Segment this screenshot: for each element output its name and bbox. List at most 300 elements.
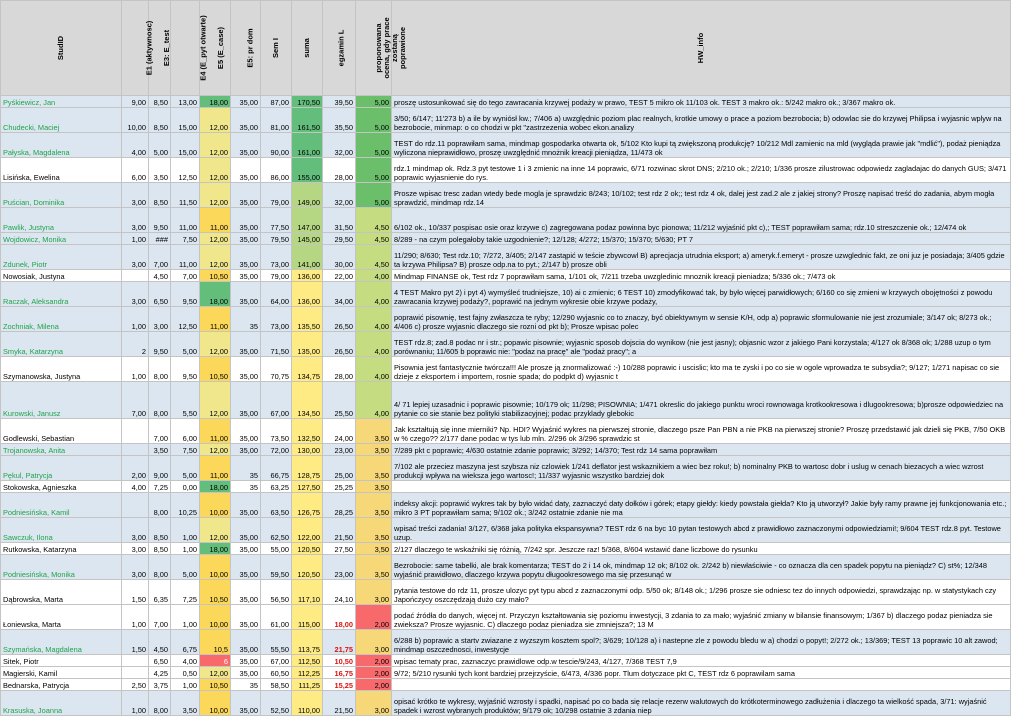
cell-egz[interactable]: 24,10 [323, 580, 356, 605]
header-studid[interactable]: StudID [1, 1, 122, 96]
cell-e4[interactable]: 5,00 [171, 332, 200, 357]
cell-egz[interactable]: 30,00 [323, 245, 356, 270]
cell-e1[interactable]: 2 [122, 332, 149, 357]
cell-hw-info[interactable]: TEST do rdz.11 poprawiłam sama, mindmap gospodarka otwarta ok, 5/102 Kto kupi tą zwiększoną produkcję? 10/212 Mdl zamienic na mld (wygląda prawie jak "mdlić"), podaż pieniądza wyliczona nieprawidłowo, proszę uwzględnić mnożnik kreacji pieniądza, 11/473 ok [392, 133, 1011, 158]
cell-e1[interactable]: 3,00 [122, 208, 149, 233]
cell-prd[interactable]: 35 [231, 307, 261, 332]
cell-hw-info[interactable]: 8/289 - na czym polegałoby takie uzgodnienie?; 12/128; 4/272; 15/370; 15/370; 5/630; PT 7 [392, 233, 1011, 245]
cell-suma[interactable]: 110,00 [292, 691, 323, 716]
cell-sem[interactable]: 56,50 [261, 580, 292, 605]
cell-sem[interactable]: 72,00 [261, 444, 292, 456]
cell-e1[interactable]: 4,00 [122, 133, 149, 158]
cell-egz[interactable]: 25,25 [323, 481, 356, 493]
cell-hw-info[interactable]: TEST rdz.8; zad.8 podac nr i str.; popawic pisownie; wyjasnic sposob dojscia do wynikow (nie jest jasny); objasnic wzor z jakiego Pani korzystala; 4/127 ok 8/368 ok; 1/288 uzup o tym porównaniu; 11/605 b poprawic nie: "podaz na pracę" ale "podaż pracy"; a [392, 332, 1011, 357]
cell-e5[interactable]: 12,00 [200, 382, 231, 419]
cell-prd[interactable]: 35,00 [231, 245, 261, 270]
cell-e5[interactable]: 6 [200, 655, 231, 667]
cell-e4[interactable]: 1,00 [171, 679, 200, 691]
cell-e5[interactable]: 12,00 [200, 667, 231, 679]
cell-prop[interactable]: 4,00 [356, 357, 392, 382]
header-egzamin[interactable]: egzamin L [323, 1, 356, 96]
cell-prop[interactable]: 4,00 [356, 332, 392, 357]
cell-e5[interactable]: 12,00 [200, 133, 231, 158]
cell-e3[interactable]: 8,50 [149, 96, 171, 108]
cell-e4[interactable]: 0,50 [171, 667, 200, 679]
cell-hw-info[interactable]: 6/102 ok., 10/337 pospisac osie oraz krzywe c) zagregowana podaz powinna byc pionowa; 11/212 wyjaśnić pkt c),; TEST poprawiłam sama; rdz.10 streszczenie ok.; 12/474 ok [392, 208, 1011, 233]
cell-hw-info[interactable]: 9/72; 5/210 rysunki tych kont bardziej przejrzyście, 6/473, 4/336 popr. Tlum dotyczace pkt C, TEST rdz 6 poprawilam sama [392, 667, 1011, 679]
cell-e1[interactable] [122, 493, 149, 518]
cell-sem[interactable]: 66,75 [261, 456, 292, 481]
cell-sem[interactable]: 71,50 [261, 332, 292, 357]
cell-hw-info[interactable]: 11/290; 8/630; Test rdz.10; 7/272, 3/405; 2/147 zastąpić w teście zbywcowl B) aprecjacja utrudnia eksport; a) ameryk.f.emeryt - prosze uzwglednic fakt, ze oni juz je posiadaja; 3/405 gdzie ta krzywa Philipsa? B) prosze odp.na to pyt.; 2/147 b) prosze obli [392, 245, 1011, 270]
cell-e4[interactable]: 3,50 [171, 691, 200, 716]
cell-prd[interactable]: 35 [231, 456, 261, 481]
cell-prop[interactable]: 4,50 [356, 233, 392, 245]
cell-sem[interactable]: 90,00 [261, 133, 292, 158]
cell-e4[interactable]: 9,50 [171, 357, 200, 382]
cell-egz[interactable]: 22,00 [323, 270, 356, 282]
cell-egz[interactable]: 21,75 [323, 630, 356, 655]
cell-student-name[interactable]: Trojanowska, Anita [1, 444, 122, 456]
cell-suma[interactable]: 141,00 [292, 245, 323, 270]
cell-e4[interactable]: 12,50 [171, 307, 200, 332]
cell-sem[interactable]: 67,00 [261, 382, 292, 419]
cell-student-name[interactable]: Nowosiak, Justyna [1, 270, 122, 282]
cell-prd[interactable]: 35,00 [231, 543, 261, 555]
header-e1[interactable]: E1 (aktywnosc) [122, 1, 149, 96]
cell-e3[interactable]: 9,50 [149, 332, 171, 357]
cell-e1[interactable] [122, 667, 149, 679]
header-suma[interactable]: suma [292, 1, 323, 96]
cell-prd[interactable]: 35,00 [231, 183, 261, 208]
cell-hw-info[interactable]: 2/127 dlaczego te wskaźniki się różnią, 7/242 spr. Jeszcze raz! 5/368, 8/604 wstawić dane liczbowe do rysunku [392, 543, 1011, 555]
cell-sem[interactable]: 63,25 [261, 481, 292, 493]
cell-sem[interactable]: 63,50 [261, 493, 292, 518]
cell-prd[interactable]: 35,00 [231, 382, 261, 419]
cell-suma[interactable]: 120,50 [292, 543, 323, 555]
cell-e3[interactable]: 3,50 [149, 158, 171, 183]
cell-egz[interactable]: 32,00 [323, 133, 356, 158]
cell-egz[interactable]: 23,00 [323, 555, 356, 580]
header-hw-info[interactable]: HW_info [392, 1, 1011, 96]
cell-e3[interactable]: ### [149, 233, 171, 245]
cell-suma[interactable]: 136,00 [292, 270, 323, 282]
cell-e4[interactable]: 9,50 [171, 282, 200, 307]
cell-e5[interactable]: 12,00 [200, 183, 231, 208]
cell-e1[interactable]: 2,50 [122, 679, 149, 691]
cell-prop[interactable]: 4,00 [356, 382, 392, 419]
cell-e4[interactable]: 7,00 [171, 270, 200, 282]
cell-suma[interactable]: 147,00 [292, 208, 323, 233]
cell-student-name[interactable]: Sawczuk, Ilona [1, 518, 122, 543]
header-e4[interactable]: E4 (E_pyt otwarte) [171, 1, 200, 96]
header-e3[interactable]: E3: E_test [149, 1, 171, 96]
cell-e5[interactable]: 10,50 [200, 580, 231, 605]
cell-sem[interactable]: 62,50 [261, 518, 292, 543]
cell-e3[interactable]: 8,00 [149, 691, 171, 716]
cell-hw-info[interactable]: opisać krótko te wykresy, wyjaśnić wzrosty i spadki, napisać po co bada się relacje rezerw walutowych do krótkoterminowego zadłużenia i dlaczego ta wielkość spada, 3/71: wyjaśnić spadek i wzrost wybranych produktów; 9/179 ok; 10/298 ostatnie 3 zdania niep [392, 691, 1011, 716]
cell-prop[interactable]: 5,00 [356, 108, 392, 133]
cell-e5[interactable]: 10,00 [200, 691, 231, 716]
cell-e1[interactable]: 3,00 [122, 245, 149, 270]
cell-egz[interactable]: 16,75 [323, 667, 356, 679]
cell-prd[interactable]: 35,00 [231, 357, 261, 382]
cell-suma[interactable]: 122,00 [292, 518, 323, 543]
cell-suma[interactable]: 134,75 [292, 357, 323, 382]
cell-egz[interactable]: 27,50 [323, 543, 356, 555]
cell-suma[interactable]: 113,75 [292, 630, 323, 655]
cell-egz[interactable]: 28,25 [323, 493, 356, 518]
cell-sem[interactable]: 60,50 [261, 667, 292, 679]
cell-e5[interactable]: 18,00 [200, 282, 231, 307]
cell-e5[interactable]: 10,50 [200, 679, 231, 691]
cell-sem[interactable]: 55,00 [261, 543, 292, 555]
cell-hw-info[interactable]: wpisac tematy prac, zaznaczyc prawidlowe odp.w tescie/9/243, 4/127, 7/368 TEST 7,9 [392, 655, 1011, 667]
cell-sem[interactable]: 61,00 [261, 605, 292, 630]
cell-prd[interactable]: 35,00 [231, 667, 261, 679]
cell-prd[interactable]: 35,00 [231, 580, 261, 605]
cell-prop[interactable]: 5,00 [356, 158, 392, 183]
cell-prd[interactable]: 35,00 [231, 691, 261, 716]
cell-e4[interactable]: 7,25 [171, 580, 200, 605]
cell-e4[interactable]: 5,50 [171, 382, 200, 419]
cell-prd[interactable]: 35,00 [231, 419, 261, 444]
cell-hw-info[interactable]: proszę ustosunkować się do tego zawracania krzywej podaży w prawo, TEST 5 mikro ok 11/103 ok. TEST 3 makro ok.: 5/242 makro ok.; 3/367 makro ok. [392, 96, 1011, 108]
cell-prd[interactable]: 35,00 [231, 233, 261, 245]
cell-student-name[interactable]: Podniesińska, Monika [1, 555, 122, 580]
cell-e3[interactable]: 6,50 [149, 655, 171, 667]
cell-student-name[interactable]: Podniesińska, Kamil [1, 493, 122, 518]
cell-student-name[interactable]: Pękul, Patrycja [1, 456, 122, 481]
cell-e5[interactable]: 10,50 [200, 270, 231, 282]
cell-e5[interactable]: 10,00 [200, 493, 231, 518]
cell-egz[interactable]: 34,00 [323, 282, 356, 307]
cell-e1[interactable]: 3,00 [122, 555, 149, 580]
cell-hw-info[interactable]: Jak kształtują się inne mierniki? Np. HDI? Wyjaśnić wykres na pierwszej stronie, dlaczego psze Pan PBN a nie PKB na pierwszej stronie? Proszę przedstawić jak dzieli się PKB, 7/50 OKB w % czego?? 2/177 dane podac w tys lub mln. 2/296 ok 3/296 sprawdzic st [392, 419, 1011, 444]
cell-e3[interactable]: 8,50 [149, 183, 171, 208]
cell-e5[interactable]: 12,00 [200, 158, 231, 183]
cell-egz[interactable]: 28,00 [323, 357, 356, 382]
cell-e1[interactable] [122, 655, 149, 667]
cell-hw-info[interactable]: 4/ 71 lepiej uzasadnic i poprawic pisownie; 10/179 ok; 11/298; PISOWNIA; 1/471 okreslic do jakiego punktu wroci rownowaga krotkookresowa i dlugookresowa; b)prosze odpowiedziec na pytanie co sie stanie bez polityki stabilizacyjnej; podac przyklady glebokic [392, 382, 1011, 419]
cell-e3[interactable]: 6,50 [149, 282, 171, 307]
cell-egz[interactable]: 21,50 [323, 691, 356, 716]
cell-e3[interactable]: 7,00 [149, 245, 171, 270]
cell-suma[interactable]: 155,00 [292, 158, 323, 183]
cell-student-name[interactable]: Rutkowska, Katarzyna [1, 543, 122, 555]
cell-e4[interactable]: 12,50 [171, 158, 200, 183]
cell-egz[interactable]: 32,00 [323, 183, 356, 208]
cell-hw-info[interactable]: Mindmap FINANSE ok, Test rdz 7 poprawiłam sama, 1/101 ok, 7/211 trzeba uwzgledinic mnoznik kreacji pieniadza; 5/336 ok.; 7/473 ok [392, 270, 1011, 282]
cell-suma[interactable]: 136,00 [292, 282, 323, 307]
cell-e1[interactable]: 1,50 [122, 580, 149, 605]
cell-egz[interactable]: 35,50 [323, 108, 356, 133]
cell-prd[interactable]: 35,00 [231, 493, 261, 518]
cell-e1[interactable] [122, 419, 149, 444]
cell-e1[interactable]: 1,00 [122, 307, 149, 332]
cell-prd[interactable]: 35,00 [231, 555, 261, 580]
cell-e5[interactable]: 10,5 [200, 630, 231, 655]
cell-e4[interactable]: 15,00 [171, 133, 200, 158]
cell-prd[interactable]: 35,00 [231, 96, 261, 108]
cell-suma[interactable]: 120,50 [292, 555, 323, 580]
cell-e5[interactable]: 11,00 [200, 456, 231, 481]
cell-hw-info[interactable] [392, 481, 1011, 493]
cell-e3[interactable]: 7,25 [149, 481, 171, 493]
cell-suma[interactable]: 130,00 [292, 444, 323, 456]
cell-sem[interactable]: 86,00 [261, 158, 292, 183]
cell-e4[interactable]: 1,00 [171, 543, 200, 555]
cell-prd[interactable]: 35,00 [231, 282, 261, 307]
cell-sem[interactable]: 59,50 [261, 555, 292, 580]
cell-egz[interactable]: 24,00 [323, 419, 356, 444]
cell-prop[interactable]: 3,00 [356, 691, 392, 716]
cell-sem[interactable]: 73,00 [261, 245, 292, 270]
cell-e1[interactable] [122, 444, 149, 456]
cell-e3[interactable]: 4,25 [149, 667, 171, 679]
cell-hw-info[interactable]: Pisownia jest fantastycznie twórcza!!! Ale prosze ją znormalizować :-) 10/288 poprawic i uscislic; kto ma te zyski i po co sie w ogole wprowadza te subsydia?; 9/127; 1/271 napisac co sie dzieje z eksportem i importem, rosnie spada; do podpkt d) wyjasnic t [392, 357, 1011, 382]
cell-student-name[interactable]: Zochniak, Milena [1, 307, 122, 332]
cell-prd[interactable]: 35,00 [231, 444, 261, 456]
cell-e5[interactable]: 18,00 [200, 481, 231, 493]
cell-suma[interactable]: 170,50 [292, 96, 323, 108]
cell-hw-info[interactable]: podać źródła do danych, więcej nt. Przyczyn kształtowania się poziomu inwestycji, 3 zdania to za mało; wyjaśnić zmiany w bilansie finansowym; 1/367 b) dlaczego podaz pieniadza sie zwieksza? Prosze wyjasnic. C) dlaczego podaz pieniadza sie zmniejsza?; 13 M [392, 605, 1011, 630]
cell-suma[interactable]: 161,50 [292, 108, 323, 133]
cell-e1[interactable]: 4,00 [122, 481, 149, 493]
cell-student-name[interactable]: Zdunek, Piotr [1, 245, 122, 270]
cell-e1[interactable]: 7,00 [122, 382, 149, 419]
cell-suma[interactable]: 115,00 [292, 605, 323, 630]
cell-prop[interactable]: 2,00 [356, 655, 392, 667]
cell-e1[interactable]: 2,00 [122, 456, 149, 481]
cell-prd[interactable]: 35,00 [231, 108, 261, 133]
cell-prop[interactable]: 4,50 [356, 245, 392, 270]
cell-e5[interactable]: 12,00 [200, 518, 231, 543]
cell-hw-info[interactable]: 7/289 pkt c poprawic; 4/630 ostatnie zdanie poprawic; 3/292; 14/370; Test rdz 14 sama poprawiłam [392, 444, 1011, 456]
cell-prop[interactable]: 3,50 [356, 419, 392, 444]
cell-hw-info[interactable]: 4 TEST Makro pyt 2) i pyt 4) wymyśleć trudniejsze, 10) ai c zmienic; 6 TEST 10) zmodyfikować tak, by było więcej parwidłowych; 6/160 co się zmieni w krzywych obojętności z powodu zawracania krzywej podaży?, poprawić na jednym wykresie obie krzywe podaży, [392, 282, 1011, 307]
cell-prop[interactable]: 5,00 [356, 133, 392, 158]
cell-prop[interactable]: 4,00 [356, 270, 392, 282]
cell-suma[interactable]: 126,75 [292, 493, 323, 518]
cell-egz[interactable]: 23,00 [323, 444, 356, 456]
cell-prd[interactable]: 35,00 [231, 518, 261, 543]
cell-hw-info[interactable]: 7/102 ale przeciez maszyna jest szybsza niz czlowiek 1/241 deflator jest wskaznikiem a wiec bez roku!; b) nominalny PKB to wartosc dobr i uslug w cenach biezacych a wiec wzrost produkcji wpływa na wieksza jego wartosc!; 11/337 wyjasnic wszystko bardziej dok [392, 456, 1011, 481]
cell-e5[interactable]: 10,00 [200, 555, 231, 580]
cell-prop[interactable]: 2,00 [356, 679, 392, 691]
cell-e5[interactable]: 12,00 [200, 332, 231, 357]
cell-suma[interactable]: 134,50 [292, 382, 323, 419]
cell-student-name[interactable]: Smyka, Katarzyna [1, 332, 122, 357]
cell-egz[interactable]: 21,50 [323, 518, 356, 543]
cell-e4[interactable]: 11,00 [171, 245, 200, 270]
cell-student-name[interactable]: Krasuska, Joanna [1, 691, 122, 716]
header-e5-prdom[interactable]: E5: pr dom [231, 1, 261, 96]
cell-suma[interactable]: 117,10 [292, 580, 323, 605]
cell-hw-info[interactable] [392, 679, 1011, 691]
cell-e5[interactable]: 10,00 [200, 605, 231, 630]
cell-hw-info[interactable]: 3/50; 6/147; 11'273 b) a ile by wyniósł kw.; 7/406 a) uwzględnic poziom plac realnych, krotkie umowy o prace a poziom bezrobocia; b) odowlac sie do krzywej Philipsa i wyjasnic wplyw na bezrobocie, minmap: o co chodzi w pkt "zastrzezenia wobec ekon.analizy [392, 108, 1011, 133]
cell-student-name[interactable]: Szymanowska, Justyna [1, 357, 122, 382]
cell-egz[interactable]: 15,25 [323, 679, 356, 691]
cell-e1[interactable]: 3,00 [122, 183, 149, 208]
cell-e4[interactable]: 10,25 [171, 493, 200, 518]
cell-e1[interactable]: 3,00 [122, 543, 149, 555]
cell-student-name[interactable]: Stokowska, Agnieszka [1, 481, 122, 493]
cell-e1[interactable]: 6,00 [122, 158, 149, 183]
cell-e5[interactable]: 12,00 [200, 245, 231, 270]
cell-e1[interactable]: 1,50 [122, 630, 149, 655]
cell-prop[interactable]: 3,50 [356, 518, 392, 543]
cell-e3[interactable]: 3,00 [149, 307, 171, 332]
cell-e3[interactable]: 8,00 [149, 555, 171, 580]
cell-sem[interactable]: 67,00 [261, 655, 292, 667]
cell-suma[interactable]: 132,50 [292, 419, 323, 444]
cell-e5[interactable]: 11,00 [200, 307, 231, 332]
cell-e3[interactable]: 7,00 [149, 419, 171, 444]
cell-e5[interactable]: 12,00 [200, 233, 231, 245]
cell-e3[interactable]: 5,00 [149, 133, 171, 158]
cell-e3[interactable]: 8,50 [149, 108, 171, 133]
cell-egz[interactable]: 10,50 [323, 655, 356, 667]
cell-prop[interactable]: 3,50 [356, 456, 392, 481]
cell-sem[interactable]: 79,50 [261, 233, 292, 245]
cell-hw-info[interactable]: 6/288 b) poprawic a startv zwiazane z wyzszym kosztem spol?; 3/629; 10/128 a) i nastepne zle z powodu bledu w a) chodzi o popyt!; 2/272 ok.; 13/369; TEST 13 poprawic 10 alt zawod; mindmap oszczednosci, inwestycje [392, 630, 1011, 655]
cell-e1[interactable]: 1,00 [122, 357, 149, 382]
cell-prop[interactable]: 3,00 [356, 580, 392, 605]
cell-sem[interactable]: 79,00 [261, 183, 292, 208]
cell-prop[interactable]: 5,00 [356, 96, 392, 108]
cell-student-name[interactable]: Pyśkiewicz, Jan [1, 96, 122, 108]
cell-e3[interactable]: 3,50 [149, 444, 171, 456]
cell-e4[interactable]: 1,00 [171, 518, 200, 543]
cell-e3[interactable]: 8,00 [149, 357, 171, 382]
cell-e3[interactable]: 8,00 [149, 493, 171, 518]
cell-e4[interactable]: 7,50 [171, 444, 200, 456]
header-sem[interactable]: Sem I [261, 1, 292, 96]
cell-e1[interactable]: 3,00 [122, 282, 149, 307]
cell-suma[interactable]: 135,50 [292, 307, 323, 332]
cell-e3[interactable]: 9,00 [149, 456, 171, 481]
cell-e5[interactable]: 11,00 [200, 208, 231, 233]
cell-suma[interactable]: 112,25 [292, 667, 323, 679]
cell-student-name[interactable]: Dąbrowska, Marta [1, 580, 122, 605]
cell-e4[interactable]: 6,00 [171, 419, 200, 444]
cell-e1[interactable]: 10,00 [122, 108, 149, 133]
cell-prop[interactable]: 3,00 [356, 630, 392, 655]
cell-egz[interactable]: 26,50 [323, 307, 356, 332]
cell-e4[interactable]: 1,00 [171, 605, 200, 630]
cell-prop[interactable]: 4,00 [356, 282, 392, 307]
cell-student-name[interactable]: Bednarska, Patrycja [1, 679, 122, 691]
cell-e4[interactable]: 11,00 [171, 208, 200, 233]
cell-egz[interactable]: 29,50 [323, 233, 356, 245]
cell-e5[interactable]: 12,00 [200, 108, 231, 133]
cell-student-name[interactable]: Kurowski, Janusz [1, 382, 122, 419]
cell-hw-info[interactable]: pytania testowe do rdz 11, prosze ulozyc pyt typu abcd z zaznaczonymi odp. 5/50 ok; 8/148 ok.; 1/296 prosze sie odniesc tez do innych odpowiedzi, sprawdzając np. w statystykach czy Japończycy oszczędzają dużo czy mało? [392, 580, 1011, 605]
header-e5[interactable]: E5 (E_case) [200, 1, 231, 96]
cell-student-name[interactable]: Sitek, Piotr [1, 655, 122, 667]
cell-e3[interactable]: 7,00 [149, 605, 171, 630]
cell-suma[interactable]: 149,00 [292, 183, 323, 208]
cell-prop[interactable]: 3,50 [356, 555, 392, 580]
cell-e1[interactable]: 1,00 [122, 691, 149, 716]
cell-e3[interactable]: 8,50 [149, 518, 171, 543]
cell-suma[interactable]: 112,50 [292, 655, 323, 667]
cell-e1[interactable]: 9,00 [122, 96, 149, 108]
cell-student-name[interactable]: Szymańska, Magdalena [1, 630, 122, 655]
cell-e5[interactable]: 18,00 [200, 96, 231, 108]
cell-student-name[interactable]: Łoniewska, Marta [1, 605, 122, 630]
cell-sem[interactable]: 70,75 [261, 357, 292, 382]
cell-egz[interactable]: 28,00 [323, 158, 356, 183]
cell-sem[interactable]: 64,00 [261, 282, 292, 307]
cell-student-name[interactable]: Godlewski, Sebastian [1, 419, 122, 444]
cell-e1[interactable] [122, 270, 149, 282]
cell-e3[interactable]: 4,50 [149, 630, 171, 655]
cell-prd[interactable]: 35,00 [231, 270, 261, 282]
cell-sem[interactable]: 73,00 [261, 307, 292, 332]
cell-sem[interactable]: 79,00 [261, 270, 292, 282]
cell-sem[interactable]: 52,50 [261, 691, 292, 716]
cell-e4[interactable]: 13,00 [171, 96, 200, 108]
cell-hw-info[interactable]: wpisać treści zadania! 3/127, 6/368 jaka polityka ekspansywna? TEST rdz 6 na byc 10 pytan testowych abcd z prawidłowo zaznaczonymi odpowiedziami!; 9/604 TEST rdz.8 pyt. Testowe uzup. [392, 518, 1011, 543]
cell-e1[interactable]: 1,00 [122, 605, 149, 630]
cell-student-name[interactable]: Puścian, Dominika [1, 183, 122, 208]
cell-e3[interactable]: 8,00 [149, 382, 171, 419]
cell-prd[interactable]: 35,00 [231, 158, 261, 183]
cell-prop[interactable]: 3,50 [356, 543, 392, 555]
cell-egz[interactable]: 25,50 [323, 382, 356, 419]
cell-prd[interactable]: 35,00 [231, 605, 261, 630]
cell-prop[interactable]: 2,00 [356, 605, 392, 630]
cell-suma[interactable]: 161,00 [292, 133, 323, 158]
cell-e3[interactable]: 6,35 [149, 580, 171, 605]
cell-student-name[interactable]: Chudecki, Maciej [1, 108, 122, 133]
cell-student-name[interactable]: Pawlik, Justyna [1, 208, 122, 233]
cell-prop[interactable]: 4,00 [356, 307, 392, 332]
cell-e5[interactable]: 11,00 [200, 419, 231, 444]
cell-prd[interactable]: 35,00 [231, 133, 261, 158]
cell-hw-info[interactable]: Prosze wpisac tresc zadan wtedy bede mogla je sprawdzic 8/243; 10/102; test rdz 2 ok;; test rdz 4 ok, dalej jest zad.2 ale z jakiej strony? Proszę napisać treść do zadania, abym mogła sprawdzić, mindmap rdz.14 [392, 183, 1011, 208]
cell-e3[interactable]: 3,75 [149, 679, 171, 691]
cell-hw-info[interactable]: Bezrobocie: same tabelki, ale brak komentarza; TEST do 2 i 14 ok, mindmap 12 ok; 8/102 ok. 2/242 b) niewłaściwie - co oznacza dla cen spadek popytu na pieniądz? C) st%; 12/348 wyjaśnić prawidłowo, dlaczego krzywa popytu długookresowego ma się przesunąć w [392, 555, 1011, 580]
cell-suma[interactable]: 128,75 [292, 456, 323, 481]
cell-prd[interactable]: 35 [231, 481, 261, 493]
header-proposed-grade[interactable]: proponowana ocena, gdy prace zostaną poprawione [356, 1, 392, 96]
cell-e4[interactable]: 6,75 [171, 630, 200, 655]
cell-egz[interactable]: 39,50 [323, 96, 356, 108]
cell-prop[interactable]: 3,50 [356, 444, 392, 456]
cell-e4[interactable]: 5,00 [171, 456, 200, 481]
cell-e3[interactable]: 4,50 [149, 270, 171, 282]
cell-egz[interactable]: 25,00 [323, 456, 356, 481]
cell-prop[interactable]: 4,50 [356, 208, 392, 233]
cell-e1[interactable]: 3,00 [122, 518, 149, 543]
cell-prop[interactable]: 2,00 [356, 667, 392, 679]
cell-prd[interactable]: 35 [231, 679, 261, 691]
cell-student-name[interactable]: Raczak, Aleksandra [1, 282, 122, 307]
cell-prop[interactable]: 3,50 [356, 481, 392, 493]
cell-e4[interactable]: 5,00 [171, 555, 200, 580]
cell-prd[interactable]: 35,00 [231, 630, 261, 655]
cell-suma[interactable]: 111,25 [292, 679, 323, 691]
cell-egz[interactable]: 18,00 [323, 605, 356, 630]
cell-e5[interactable]: 18,00 [200, 543, 231, 555]
cell-student-name[interactable]: Magierski, Kamil [1, 667, 122, 679]
cell-prd[interactable]: 35,00 [231, 655, 261, 667]
cell-e4[interactable]: 15,00 [171, 108, 200, 133]
